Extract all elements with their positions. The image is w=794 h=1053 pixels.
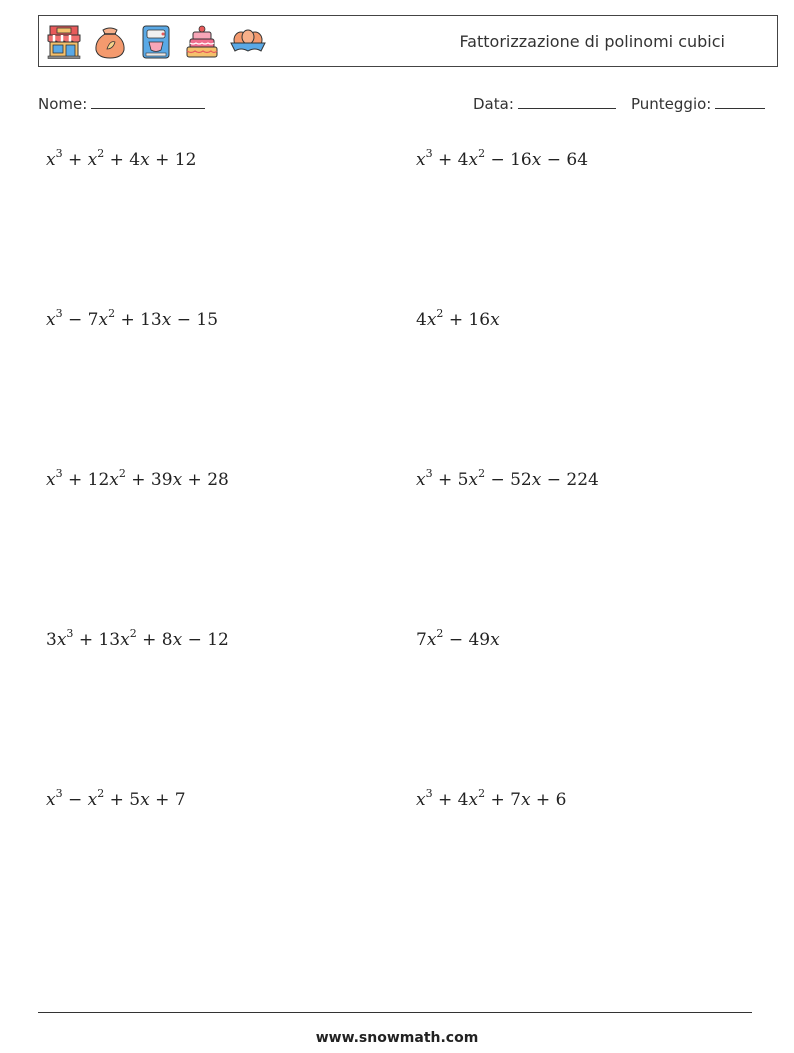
problem-8: $7x^2 - 49x$: [416, 627, 500, 650]
problem-4: $4x^2 + 16x$: [416, 307, 500, 330]
eggs-tray-icon: [229, 23, 267, 61]
worksheet-title: Fattorizzazione di polinomi cubici: [459, 32, 725, 51]
flour-sack-icon: [91, 23, 129, 61]
problem-6: $x^3 + 5x^2 - 52x - 224$: [416, 467, 599, 490]
stand-mixer-icon: [137, 23, 175, 61]
header-icons: [45, 23, 267, 61]
problem-1: $x^3 + x^2 + 4x + 12$: [46, 147, 197, 170]
name-field[interactable]: [38, 94, 205, 113]
problem-9: $x^3 - x^2 + 5x + 7$: [46, 787, 186, 810]
footer-divider: [38, 1012, 752, 1013]
name-label: Nome:: [38, 95, 88, 113]
footer-website: www.snowmath.com: [315, 1030, 479, 1046]
date-blank[interactable]: [518, 94, 616, 109]
shop-icon: [45, 23, 83, 61]
problem-3: $x^3 - 7x^2 + 13x - 15$: [46, 307, 219, 330]
problem-7: $3x^3 + 13x^2 + 8x - 12$: [46, 627, 229, 650]
date-field[interactable]: [473, 94, 616, 113]
name-blank[interactable]: [91, 94, 205, 109]
date-label: Data:: [473, 95, 514, 113]
score-blank[interactable]: [715, 94, 765, 109]
problem-2: $x^3 + 4x^2 - 16x - 64$: [416, 147, 589, 170]
score-field[interactable]: [631, 94, 765, 113]
problem-10: $x^3 + 4x^2 + 7x + 6$: [416, 787, 567, 810]
layer-cake-icon: [183, 23, 221, 61]
score-label: Punteggio:: [631, 95, 712, 113]
problem-5: $x^3 + 12x^2 + 39x + 28$: [46, 467, 229, 490]
worksheet-header: [38, 15, 778, 67]
